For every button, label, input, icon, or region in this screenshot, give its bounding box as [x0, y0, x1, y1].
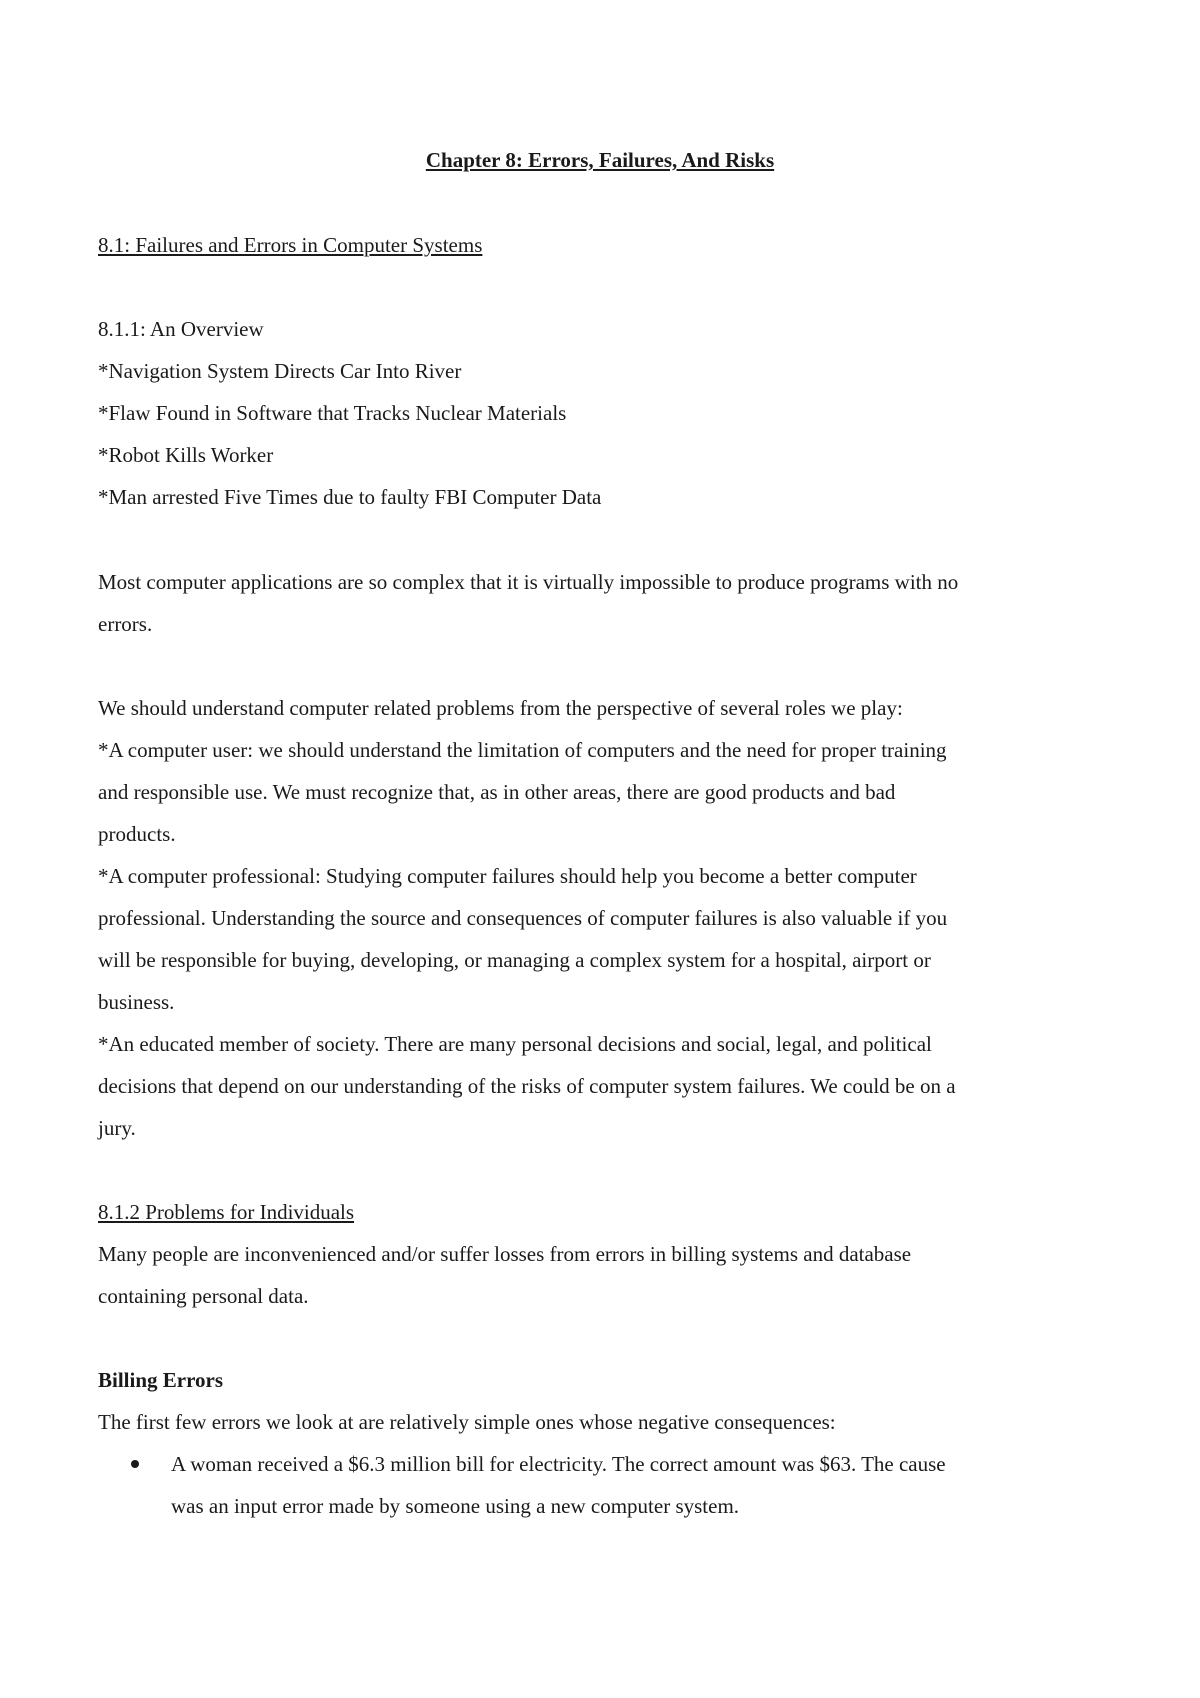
bullet-text-line: A woman received a $6.3 million bill for electricity. The correct amount was $63. The cause — [171, 1452, 946, 1476]
bullet-text-line: was an input error made by someone using a new computer system. — [171, 1494, 740, 1518]
bullet-dot-icon — [131, 1460, 139, 1468]
paragraph-line: and responsible use. We must recognize that, as in other areas, there are good products and bad — [98, 780, 896, 804]
paragraph-line: decisions that depend on our understanding of the risks of computer system failures. We could be on a — [98, 1074, 956, 1098]
paragraph-line: The first few errors we look at are relatively simple ones whose negative consequences: — [98, 1410, 836, 1434]
paragraph-line: Most computer applications are so complex that it is virtually impossible to produce programs with no — [98, 570, 959, 594]
overview-item: *Flaw Found in Software that Tracks Nuclear Materials — [98, 401, 567, 425]
paragraph-line: *A computer professional: Studying computer failures should help you become a better computer — [98, 864, 917, 888]
paragraph-line: professional. Understanding the source and consequences of computer failures is also valuable if you — [98, 906, 948, 930]
paragraph-line: *An educated member of society. There are many personal decisions and social, legal, and political — [98, 1032, 932, 1056]
billing-errors-heading: Billing Errors — [98, 1368, 224, 1392]
paragraph-line: business. — [98, 990, 175, 1014]
paragraph-line: containing personal data. — [98, 1284, 309, 1308]
chapter-title: Chapter 8: Errors, Failures, And Risks — [425, 148, 775, 172]
paragraph-line: We should understand computer related problems from the perspective of several roles we play: — [98, 696, 903, 720]
overview-item: *Robot Kills Worker — [98, 443, 274, 467]
overview-item: *Man arrested Five Times due to faulty FBI Computer Data — [98, 485, 602, 509]
paragraph-line: will be responsible for buying, developing, or managing a complex system for a hospital, airport or — [98, 948, 931, 972]
section-heading-8-1-2: 8.1.2 Problems for Individuals — [98, 1200, 355, 1224]
section-heading-8-1-1: 8.1.1: An Overview — [98, 317, 264, 341]
paragraph-line: products. — [98, 822, 176, 846]
paragraph-line: jury. — [98, 1116, 136, 1140]
paragraph-line: errors. — [98, 612, 153, 636]
paragraph-line: Many people are inconvenienced and/or suffer losses from errors in billing systems and database — [98, 1242, 912, 1266]
section-heading-8-1: 8.1: Failures and Errors in Computer Systems — [98, 233, 483, 257]
overview-item: *Navigation System Directs Car Into River — [98, 359, 462, 383]
paragraph-line: *A computer user: we should understand the limitation of computers and the need for proper training — [98, 738, 947, 762]
